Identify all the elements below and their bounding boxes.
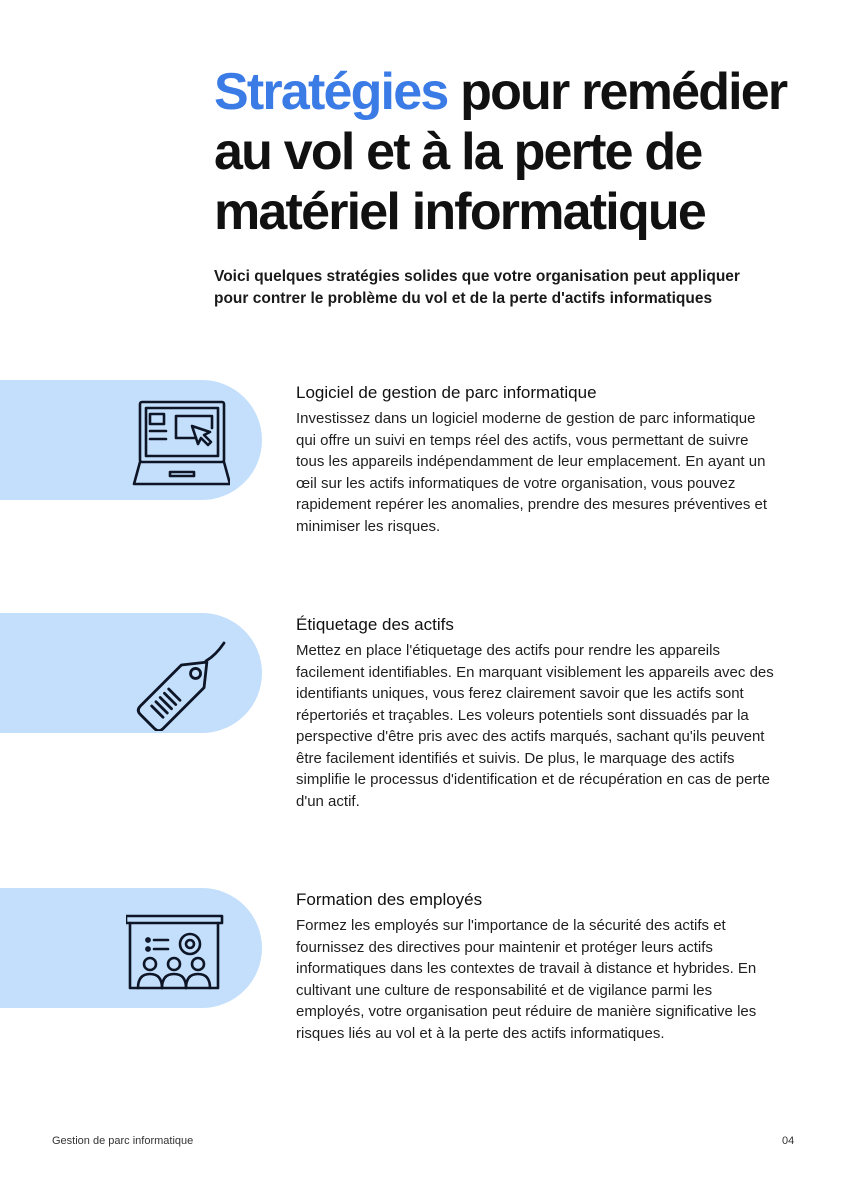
section-heading: Étiquetage des actifs [296, 615, 454, 634]
icon-pill-3 [0, 888, 262, 1008]
section-heading: Formation des employés [296, 890, 483, 909]
section-asset-software [296, 382, 776, 537]
icon-pill-2 [0, 613, 262, 733]
footer-document-title: Gestion de parc informatique [52, 1135, 194, 1147]
section-asset-tagging [296, 614, 776, 812]
intro-text: Voici quelques stratégies solides que votre organisation peut appliquer pour contrer le problème du vol et de la perte d'actifs informatiques [214, 268, 740, 307]
laptop-icon [126, 398, 230, 490]
section-heading: Logiciel de gestion de parc informatique [296, 383, 597, 402]
title-line3: matériel informatique [214, 183, 705, 241]
page-title [214, 62, 824, 242]
training-icon [126, 906, 230, 998]
icon-pill-1 [0, 380, 262, 500]
section-employee-training [296, 889, 776, 1044]
section-body: Formez les employés sur l'importance de la sécurité des actifs et fournissez des directives pour maintenir et protéger leurs actifs informatiques dans les contextes de travail à distance et hybrides. En cultivant une culture de responsabilité et de vigilance parmi les employés, votre organisation peut réduire de manière significative les risques liés au vol et à la perte des actifs informatiques. [296, 917, 757, 1042]
footer-page-number: 04 [782, 1135, 795, 1147]
section-body: Mettez en place l'étiquetage des actifs pour rendre les appareils facilement identifiables. En marquant visiblement les appareils avec des identifiants uniques, vous ferez clairement savoir que les actifs sont répertoriés et traçables. Les voleurs potentiels sont dissuadés par la perspective d'être pris avec des actifs marqués, sachant qu'ils peuvent être facilement identifiés et suivis. De plus, le marquage des actifs simplifie le processus d'identification et de récupération en cas de perte d'un actif. [296, 642, 774, 810]
section-body: Investissez dans un logiciel moderne de gestion de parc informatique qui offre un suivi en temps réel des actifs, vous permettant de suivre tous les appareils indépendamment de leur emplacement. En ayant un œil sur les actifs informatiques de votre organisation, vous pouvez rapidement repérer les anomalies, prendre des mesures préventives et minimiser les risques. [296, 410, 768, 535]
title-line2: au vol et à la perte de [214, 123, 702, 181]
title-accent: Stratégies [214, 63, 448, 121]
title-line1-rest: pour remédier [447, 63, 787, 121]
tag-icon [126, 631, 230, 731]
